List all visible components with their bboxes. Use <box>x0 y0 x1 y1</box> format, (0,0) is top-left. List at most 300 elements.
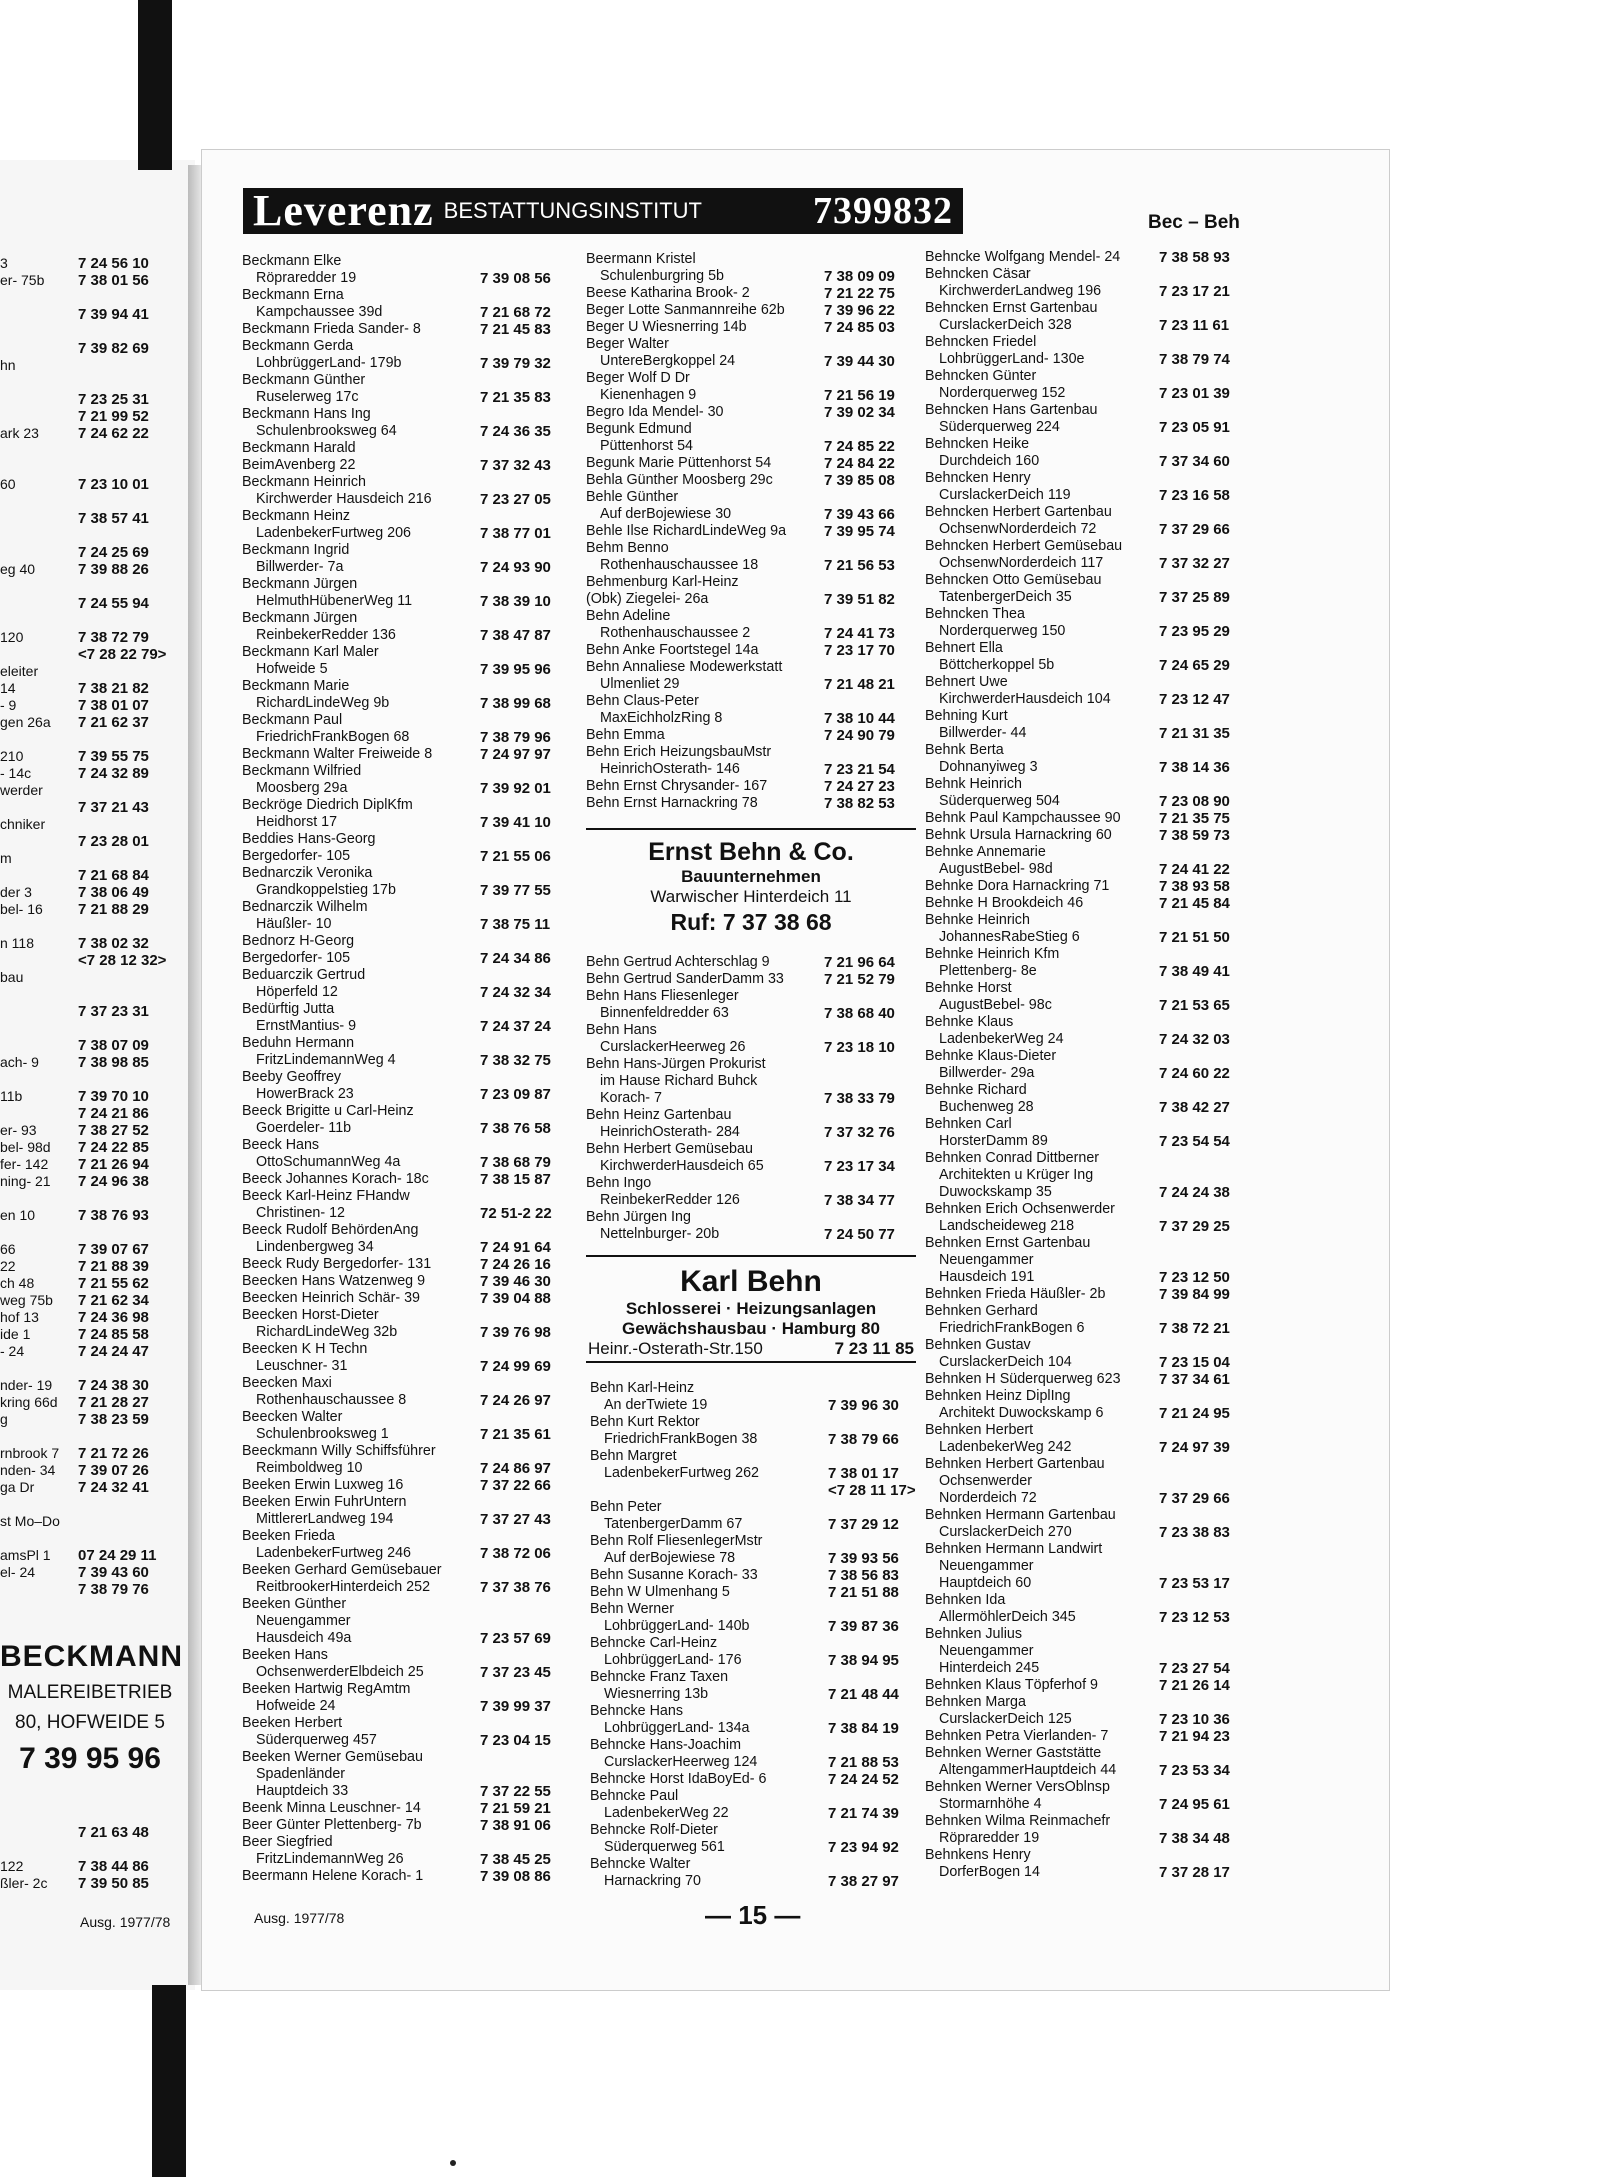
directory-entry <box>590 1397 920 1414</box>
entry-phone: 7 39 51 82 <box>824 591 895 608</box>
entry-name: JohannesRabeStieg 6 <box>939 929 1080 945</box>
directory-entry <box>925 1643 1265 1660</box>
column-3 <box>925 249 1265 1881</box>
entry-phone: 7 37 27 43 <box>480 1511 551 1528</box>
entry-name: Behnken Marga <box>925 1694 1026 1710</box>
directory-entry <box>0 884 190 901</box>
entry-phone: 7 23 10 36 <box>1159 1711 1230 1728</box>
entry-phone: 7 24 21 86 <box>78 1105 149 1122</box>
entry-phone: 7 24 86 97 <box>480 1460 551 1477</box>
entry-name: Behnert Ella <box>925 640 1003 656</box>
entry-name: Behn Hans-Jürgen Prokurist <box>586 1056 766 1072</box>
entry-name: Beeken Hans <box>242 1647 328 1663</box>
column-1-footer: Ausg. 1977/78 <box>254 1910 345 1926</box>
entry-name: Beeken Erwin FuhrUntern <box>242 1494 407 1510</box>
directory-entry <box>0 1343 190 1360</box>
entry-name: chniker <box>0 816 46 832</box>
entry-name: CurslackerHeerweg 26 <box>600 1039 746 1055</box>
directory-entry <box>925 827 1265 844</box>
entry-phone: 7 38 02 32 <box>78 935 149 952</box>
directory-entry <box>242 1188 582 1205</box>
directory-entry <box>0 935 190 952</box>
entry-phone: 7 21 99 52 <box>78 408 149 425</box>
directory-entry <box>242 865 582 882</box>
entry-name: Püttenhorst 54 <box>600 438 693 454</box>
entry-name: Architekten u Krüger Ing <box>939 1167 1094 1183</box>
directory-entry <box>586 1073 916 1090</box>
entry-phone: 7 38 79 96 <box>480 729 551 746</box>
directory-entry <box>586 625 916 642</box>
directory-entry <box>0 1156 190 1173</box>
directory-entry <box>0 646 190 663</box>
entry-phone: 7 39 92 01 <box>480 780 551 797</box>
entry-name: der 3 <box>0 884 32 900</box>
entry-phone: 7 39 02 34 <box>824 404 895 421</box>
directory-entry <box>590 1601 920 1618</box>
karl-behn-ad <box>586 1255 916 1363</box>
directory-entry <box>242 1783 582 1800</box>
entry-name: Böttcherkoppel 5b <box>939 657 1055 673</box>
entry-phone: 7 38 10 44 <box>824 710 895 727</box>
entry-phone: 7 39 96 30 <box>828 1397 899 1414</box>
entry-phone: 7 39 79 32 <box>480 355 551 372</box>
entry-name: CurslackerDeich 270 <box>939 1524 1072 1540</box>
entry-name: Leuschner- 31 <box>256 1358 348 1374</box>
entry-phone: 7 23 17 70 <box>824 642 895 659</box>
entry-name: Begro Ida Mendel- 30 <box>586 404 724 420</box>
directory-entry <box>0 1207 190 1224</box>
directory-entry <box>925 1014 1265 1031</box>
entry-name: - 9 <box>0 697 17 713</box>
entry-name: Beecken Horst-Dieter <box>242 1307 379 1323</box>
entry-phone: 7 23 25 31 <box>78 391 149 408</box>
directory-entry <box>586 268 916 285</box>
entry-name: 3 <box>0 255 8 271</box>
directory-entry <box>925 929 1265 946</box>
entry-phone: 7 38 79 76 <box>78 1581 149 1598</box>
entry-name: Behncken Hans Gartenbau <box>925 402 1098 418</box>
directory-entry <box>0 1564 190 1581</box>
directory-entry <box>925 504 1265 521</box>
directory-entry <box>0 578 190 595</box>
directory-entry <box>242 508 582 525</box>
directory-entry <box>586 251 916 268</box>
entry-phone: 7 38 01 56 <box>78 272 149 289</box>
directory-entry <box>242 1460 582 1477</box>
entry-name: Architekt Duwockskamp 6 <box>939 1405 1104 1421</box>
entry-name: hof 13 <box>0 1309 39 1325</box>
entry-phone: 7 24 27 23 <box>824 778 895 795</box>
entry-phone: 7 21 45 83 <box>480 321 551 338</box>
entry-phone: 7 21 51 88 <box>828 1584 899 1601</box>
directory-entry <box>586 336 916 353</box>
entry-phone: 7 39 77 55 <box>480 882 551 899</box>
directory-entry <box>590 1550 920 1567</box>
entry-name: Landscheideweg 218 <box>939 1218 1075 1234</box>
entry-name: FriedrichFrankBogen 68 <box>256 729 410 745</box>
entry-phone: 7 38 32 75 <box>480 1052 551 1069</box>
directory-entry <box>590 1839 920 1856</box>
entry-name: Neuengammer <box>939 1643 1034 1659</box>
entry-phone: 7 39 07 67 <box>78 1241 149 1258</box>
leverenz-banner-ad <box>243 188 963 234</box>
directory-entry <box>0 765 190 782</box>
entry-name: ReinbekerRedder 136 <box>256 627 396 643</box>
left-fragment-column <box>0 255 190 1598</box>
entry-name: Behnken Herbert <box>925 1422 1034 1438</box>
directory-entry <box>925 1065 1265 1082</box>
directory-entry <box>0 306 190 323</box>
entry-phone: 7 23 15 04 <box>1159 1354 1230 1371</box>
directory-entry <box>925 1150 1265 1167</box>
entry-phone: 7 21 68 72 <box>480 304 551 321</box>
entry-name: Behn Anke Foortstegel 14a <box>586 642 759 658</box>
entry-name: HelmuthHübenerWeg 11 <box>256 593 413 609</box>
entry-phone: 7 21 48 44 <box>828 1686 899 1703</box>
beckmann-ad-addr: 80, HOFWEIDE 5 <box>15 1712 165 1733</box>
directory-entry <box>925 963 1265 980</box>
entry-phone: 7 21 68 84 <box>78 867 149 884</box>
entry-name: Behnken Gustav <box>925 1337 1031 1353</box>
entry-phone: 7 21 53 65 <box>1159 997 1230 1014</box>
entry-name: - 24 <box>0 1343 25 1359</box>
entry-name: TatenbergerDeich 35 <box>939 589 1072 605</box>
entry-name: Behnken Carl <box>925 1116 1012 1132</box>
entry-name: Behn Susanne Korach- 33 <box>590 1567 758 1583</box>
entry-phone: 7 23 05 91 <box>1159 419 1230 436</box>
directory-entry <box>586 1192 916 1209</box>
entry-name: LadenbekerWeg 22 <box>604 1805 729 1821</box>
directory-entry <box>590 1380 920 1397</box>
entry-name: amsPl 1 <box>0 1547 51 1563</box>
directory-entry <box>925 1660 1265 1677</box>
directory-entry <box>0 1292 190 1309</box>
directory-entry <box>242 1035 582 1052</box>
entry-phone: 7 23 57 69 <box>480 1630 551 1647</box>
directory-entry <box>586 693 916 710</box>
entry-name: Hinterdeich 245 <box>939 1660 1040 1676</box>
entry-phone: 7 23 94 92 <box>828 1839 899 1856</box>
entry-name: LohbrüggerLand- 176 <box>604 1652 742 1668</box>
entry-name: Behn Gertrud SanderDamm 33 <box>586 971 784 987</box>
directory-entry <box>586 1226 916 1243</box>
directory-entry <box>586 1022 916 1039</box>
entry-name: Hofweide 5 <box>256 661 328 677</box>
entry-phone: 7 24 85 58 <box>78 1326 149 1343</box>
directory-entry <box>590 1482 920 1499</box>
entry-phone: 7 39 41 10 <box>480 814 551 831</box>
directory-entry <box>925 572 1265 589</box>
directory-entry <box>925 1371 1265 1388</box>
directory-entry <box>586 971 916 988</box>
entry-name: HorsterDamm 89 <box>939 1133 1048 1149</box>
entry-name: Beckmann Ingrid <box>242 542 350 558</box>
entry-phone: 7 21 96 64 <box>824 954 895 971</box>
entry-name: Beenk Minna Leuschner- 14 <box>242 1800 421 1816</box>
entry-phone: 7 24 96 38 <box>78 1173 149 1190</box>
entry-name: RichardLindeWeg 9b <box>256 695 390 711</box>
entry-phone: 7 39 04 88 <box>480 1290 551 1307</box>
entry-name: Behn Annaliese Modewerkstatt <box>586 659 783 675</box>
entry-name: ga Dr <box>0 1479 35 1495</box>
directory-entry <box>242 287 582 304</box>
banner-subtitle: BESTATTUNGSINSTITUT <box>443 198 702 223</box>
directory-entry <box>242 423 582 440</box>
directory-entry <box>925 1626 1265 1643</box>
entry-name: Kirchwerder Hausdeich 216 <box>256 491 432 507</box>
entry-name: Behncke Horst IdaBoyEd- 6 <box>590 1771 767 1787</box>
directory-entry <box>242 1239 582 1256</box>
entry-name: Behn Kurt Rektor <box>590 1414 700 1430</box>
entry-name: Behn Herbert Gemüsebau <box>586 1141 753 1157</box>
entry-name: Behnert Uwe <box>925 674 1008 690</box>
entry-phone: 7 24 85 22 <box>824 438 895 455</box>
entry-name: Behnken Heinz DiplIng <box>925 1388 1071 1404</box>
entry-phone: 7 24 25 69 <box>78 544 149 561</box>
directory-entry <box>925 470 1265 487</box>
entry-phone: 7 21 63 48 <box>78 1824 149 1841</box>
entry-name: Beger U Wiesnerring 14b <box>586 319 747 335</box>
entry-name: Behn Rolf FliesenlegerMstr <box>590 1533 763 1549</box>
directory-entry <box>242 440 582 457</box>
directory-entry <box>242 1001 582 1018</box>
directory-entry <box>242 559 582 576</box>
directory-entry <box>925 1490 1265 1507</box>
directory-entry <box>0 1479 190 1496</box>
entry-name: Behnke Annemarie <box>925 844 1046 860</box>
entry-phone: 7 21 88 39 <box>78 1258 149 1275</box>
entry-name: Behn Claus-Peter <box>586 693 699 709</box>
directory-entry <box>0 969 190 986</box>
directory-entry <box>586 988 916 1005</box>
directory-entry <box>925 1728 1265 1745</box>
entry-name: Beecken Walter <box>242 1409 343 1425</box>
entry-name: Behn Peter <box>590 1499 662 1515</box>
entry-name: Duwockskamp 35 <box>939 1184 1052 1200</box>
directory-entry <box>925 436 1265 453</box>
directory-entry <box>925 1847 1265 1864</box>
entry-name: Norderquerweg 152 <box>939 385 1066 401</box>
entry-name: Behn Ernst Harnackring 78 <box>586 795 758 811</box>
entry-name: LohbrüggerLand- 140b <box>604 1618 750 1634</box>
entry-name: Beeken Günther <box>242 1596 347 1612</box>
entry-phone: 7 38 98 85 <box>78 1054 149 1071</box>
directory-entry <box>242 1766 582 1783</box>
directory-entry <box>0 1841 190 1858</box>
entry-name: Behnken Herbert Gartenbau <box>925 1456 1105 1472</box>
entry-name: Behnke Heinrich <box>925 912 1030 928</box>
entry-name: kring 66d <box>0 1394 58 1410</box>
directory-entry <box>925 521 1265 538</box>
entry-phone: 7 38 68 40 <box>824 1005 895 1022</box>
directory-entry <box>0 1858 190 1875</box>
directory-entry <box>242 1375 582 1392</box>
directory-entry <box>925 844 1265 861</box>
entry-phone: 7 37 34 60 <box>1159 453 1230 470</box>
entry-phone: 7 24 84 22 <box>824 455 895 472</box>
entry-name: Röpraredder 19 <box>256 270 357 286</box>
entry-name: Behncke Rolf-Dieter <box>590 1822 718 1838</box>
entry-phone: 7 39 85 08 <box>824 472 895 489</box>
directory-entry <box>925 1082 1265 1099</box>
entry-name: FriedrichFrankBogen 6 <box>939 1320 1085 1336</box>
entry-name: Behle Ilse RichardLindeWeg 9a <box>586 523 787 539</box>
entry-name: FritzLindemannWeg 4 <box>256 1052 396 1068</box>
entry-name: Beger Walter <box>586 336 669 352</box>
directory-entry <box>586 557 916 574</box>
entry-name: Hausdeich 49a <box>256 1630 352 1646</box>
entry-phone: 7 39 50 85 <box>78 1875 149 1892</box>
directory-entry <box>925 776 1265 793</box>
directory-entry <box>925 1133 1265 1150</box>
entry-name: Moosberg 29a <box>256 780 348 796</box>
entry-name: Behnken Julius <box>925 1626 1022 1642</box>
directory-entry <box>242 1341 582 1358</box>
entry-name: Beger Wolf D Dr <box>586 370 690 386</box>
directory-entry <box>0 748 190 765</box>
directory-entry <box>925 1269 1265 1286</box>
entry-name: RichardLindeWeg 32b <box>256 1324 398 1340</box>
directory-entry <box>925 1762 1265 1779</box>
karl-ad-name: Karl Behn <box>680 1265 822 1298</box>
directory-entry <box>586 506 916 523</box>
entry-phone: 7 38 21 82 <box>78 680 149 697</box>
directory-entry <box>925 1813 1265 1830</box>
entry-name: Beeby Geoffrey <box>242 1069 342 1085</box>
directory-entry <box>242 1647 582 1664</box>
entry-name: Behnken Klaus Töpferhof 9 <box>925 1677 1099 1693</box>
entry-name: Hofweide 24 <box>256 1698 336 1714</box>
entry-name: Kienenhagen 9 <box>600 387 697 403</box>
entry-name: Christinen- 12 <box>256 1205 345 1221</box>
entry-name: ning- 21 <box>0 1173 51 1189</box>
entry-phone: 7 24 37 24 <box>480 1018 551 1035</box>
entry-phone: 7 23 10 01 <box>78 476 149 493</box>
entry-phone: 7 24 55 94 <box>78 595 149 612</box>
entry-name: Ruselerweg 17c <box>256 389 359 405</box>
directory-entry <box>0 1360 190 1377</box>
directory-entry <box>925 453 1265 470</box>
entry-name: Behncken Herbert Gemüsebau <box>925 538 1123 554</box>
ernst-ad-phone: Ruf: 7 37 38 68 <box>670 909 832 935</box>
directory-entry <box>586 404 916 421</box>
directory-entry <box>242 644 582 661</box>
entry-phone: 7 24 32 03 <box>1159 1031 1230 1048</box>
directory-entry <box>925 1303 1265 1320</box>
directory-entry <box>0 527 190 544</box>
entry-name: Beeck Hans <box>242 1137 320 1153</box>
directory-entry <box>586 455 916 472</box>
directory-entry <box>242 389 582 406</box>
entry-phone: 7 21 88 29 <box>78 901 149 918</box>
directory-entry <box>925 980 1265 997</box>
entry-phone: 7 21 56 53 <box>824 557 895 574</box>
directory-entry <box>242 1664 582 1681</box>
directory-entry <box>925 419 1265 436</box>
entry-name: Schulenbrooksweg 64 <box>256 423 397 439</box>
directory-entry <box>925 1337 1265 1354</box>
entry-phone: <7 28 12 32> <box>78 952 167 969</box>
entry-phone: 7 24 32 41 <box>78 1479 149 1496</box>
directory-entry <box>0 391 190 408</box>
entry-name: Norderdeich 72 <box>939 1490 1037 1506</box>
directory-entry <box>925 657 1265 674</box>
entry-phone: 7 24 91 64 <box>480 1239 551 1256</box>
directory-entry <box>242 542 582 559</box>
directory-entry <box>590 1856 920 1873</box>
entry-phone: 7 21 52 79 <box>824 971 895 988</box>
entry-name: Behnke Klaus-Dieter <box>925 1048 1057 1064</box>
directory-entry <box>590 1431 920 1448</box>
binder-strip-top <box>138 0 172 170</box>
entry-phone: 7 21 35 83 <box>480 389 551 406</box>
directory-entry <box>242 712 582 729</box>
directory-entry <box>242 1596 582 1613</box>
directory-entry <box>0 782 190 799</box>
entry-name: Behn W Ulmenhang 5 <box>590 1584 730 1600</box>
directory-entry <box>586 795 916 812</box>
entry-name: 14 <box>0 680 16 696</box>
entry-name: ßler- 2c <box>0 1875 48 1891</box>
entry-name: LadenbekerFurtweg 246 <box>256 1545 411 1561</box>
entry-name: m <box>0 850 12 866</box>
entry-phone: 7 23 09 87 <box>480 1086 551 1103</box>
directory-entry <box>242 372 582 389</box>
entry-name: Durchdeich 160 <box>939 453 1040 469</box>
directory-entry <box>586 608 916 625</box>
entry-name: Behnke Heinrich Kfm <box>925 946 1060 962</box>
directory-entry <box>590 1414 920 1431</box>
directory-entry <box>0 1241 190 1258</box>
entry-phone: 7 38 39 10 <box>480 593 551 610</box>
directory-entry <box>925 1422 1265 1439</box>
entry-name: Beduhn Hermann <box>242 1035 355 1051</box>
entry-name: Behnkens Henry <box>925 1847 1031 1863</box>
entry-phone: 7 39 07 26 <box>78 1462 149 1479</box>
directory-entry <box>925 1830 1265 1847</box>
directory-entry <box>586 1175 916 1192</box>
directory-entry <box>0 714 190 731</box>
entry-name: Auf derBojewiese 78 <box>604 1550 736 1566</box>
entry-phone: 7 39 82 69 <box>78 340 149 357</box>
entry-name: Behm Benno <box>586 540 669 556</box>
directory-entry <box>0 408 190 425</box>
entry-phone: 7 37 22 66 <box>480 1477 551 1494</box>
directory-entry <box>925 1456 1265 1473</box>
entry-name: Süderquerweg 457 <box>256 1732 377 1748</box>
entry-name: Behnk Paul Kampchaussee 90 <box>925 810 1121 826</box>
directory-entry <box>586 472 916 489</box>
entry-name: el- 24 <box>0 1564 36 1580</box>
entry-phone: 7 23 27 54 <box>1159 1660 1230 1677</box>
directory-entry <box>242 1171 582 1188</box>
entry-name: Behnken Ernst Gartenbau <box>925 1235 1091 1251</box>
entry-phone: 7 24 36 35 <box>480 423 551 440</box>
entry-phone: 7 21 55 06 <box>480 848 551 865</box>
directory-entry <box>0 1377 190 1394</box>
entry-name: Behncken Henry <box>925 470 1031 486</box>
directory-entry <box>242 1273 582 1290</box>
entry-phone: 7 23 53 17 <box>1159 1575 1230 1592</box>
directory-entry <box>590 1567 920 1584</box>
entry-phone: 7 38 79 74 <box>1159 351 1230 368</box>
directory-entry <box>0 1258 190 1275</box>
entry-name: Beeken Hartwig RegAmtm <box>242 1681 411 1697</box>
entry-phone: 7 21 94 23 <box>1159 1728 1230 1745</box>
entry-name: HeinrichOsterath- 146 <box>600 761 740 777</box>
entry-phone: 7 24 85 03 <box>824 319 895 336</box>
entry-name: BeimAvenberg 22 <box>242 457 356 473</box>
